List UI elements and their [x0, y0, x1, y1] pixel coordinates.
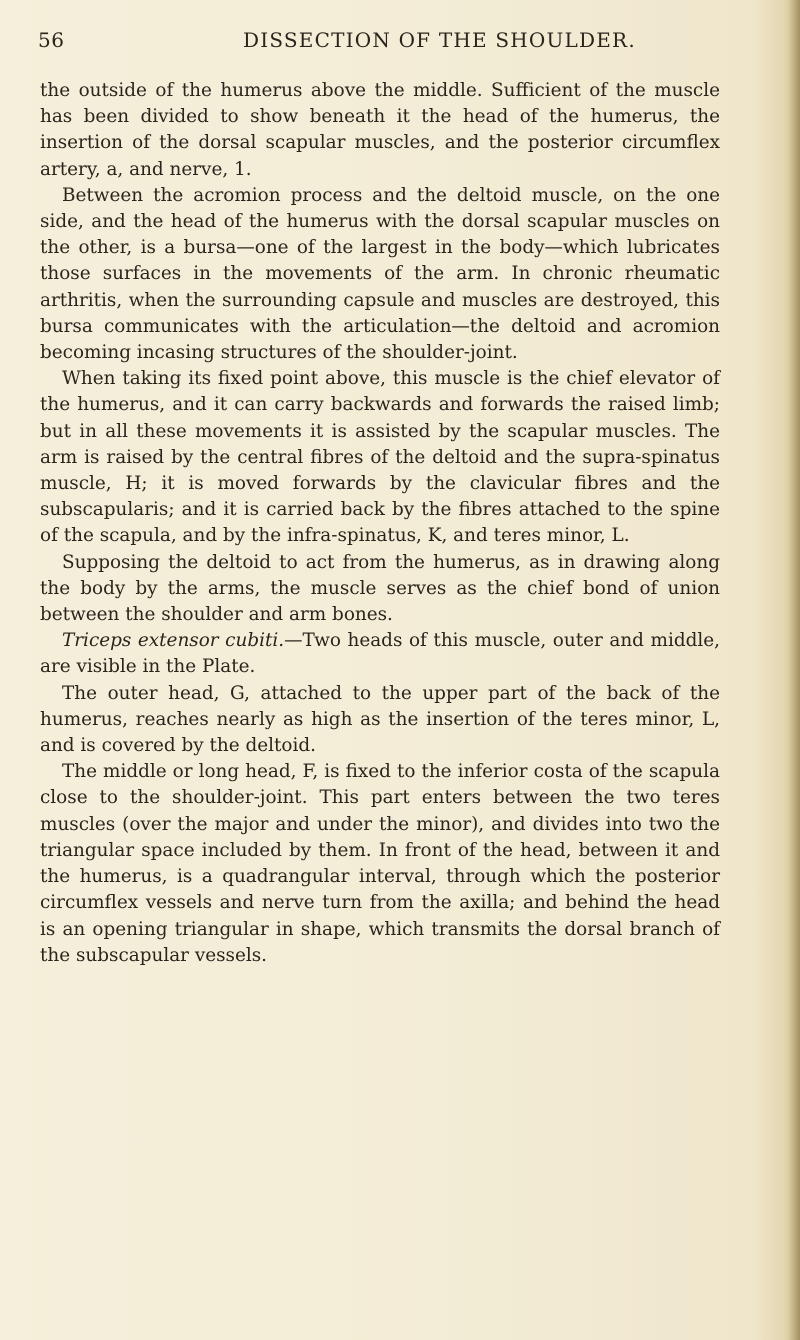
- paragraph-2-text: Between the acromion process and the deltoid muscle, on the one side, and the head of the humerus with the dorsal scapular muscles on the other, is a bursa—one of the largest in the body—which lubricates those surfaces in the movements of the arm. In chronic rheumatic arthritis, when the surrounding capsule and muscles are destroyed, this bursa communicates with the articulation—the deltoid and acromion becoming incasing structures of the shoulder-joint.: [40, 184, 720, 364]
- paragraph-5-text: —Two heads of this muscle, outer and middle, are visible in the Plate.: [40, 630, 720, 678]
- paragraph-3: [40, 366, 720, 549]
- paragraph-1: [40, 78, 720, 183]
- paragraph-5: [40, 628, 720, 680]
- running-title: DISSECTION OF THE SHOULDER.: [243, 28, 636, 52]
- page-header: [38, 28, 740, 54]
- paragraph-4-text: Supposing the deltoid to act from the humerus, as in drawing along the body by the arms, the muscle serves as the chief bond of union between the shoulder and arm bones.: [40, 551, 720, 626]
- section-heading-triceps: Triceps extensor cubiti.: [62, 630, 285, 652]
- paragraph-7: [40, 759, 720, 969]
- paragraph-7-text: The middle or long head, F, is fixed to the inferior costa of the scapula close to the shoulder-joint. This part enters between the two teres muscles (over the major and under the minor), and divides into two the triangular space included by them. In front of the head, between it and the humerus, is a quadrangular interval, through which the posterior circumflex vessels and nerve turn from the axilla; and behind the head is an opening triangular in shape, which transmits the dorsal branch of the subscapular vessels.: [40, 761, 720, 966]
- paragraph-6: [40, 681, 720, 760]
- paragraph-1-text: the outside of the humerus above the middle. Sufficient of the muscle has been divided to show beneath it the head of the humerus, the insertion of the dorsal scapular muscles, and the posterior circumflex artery, a, and nerve, 1.: [40, 80, 720, 180]
- paragraph-6-text: The outer head, G, attached to the upper part of the back of the humerus, reaches nearly as high as the insertion of the teres minor, L, and is covered by the deltoid.: [40, 682, 720, 757]
- body-text: [40, 78, 720, 969]
- page-number: 56: [38, 28, 65, 52]
- paragraph-4: [40, 550, 720, 629]
- page-edge-shadow: [788, 0, 800, 1340]
- paragraph-2: [40, 183, 720, 366]
- paragraph-3-text: When taking its fixed point above, this muscle is the chief elevator of the humerus, and it can carry backwards and forwards the raised limb; but in all these movements it is assisted by the scapular muscles. The arm is raised by the central fibres of the deltoid and the supra-spinatus muscle, H; it is moved forwards by the clavicular fibres and the subscapularis; and it is carried back by the fibres attached to the spine of the scapula, and by the infra-spinatus, K, and teres minor, L.: [40, 368, 720, 547]
